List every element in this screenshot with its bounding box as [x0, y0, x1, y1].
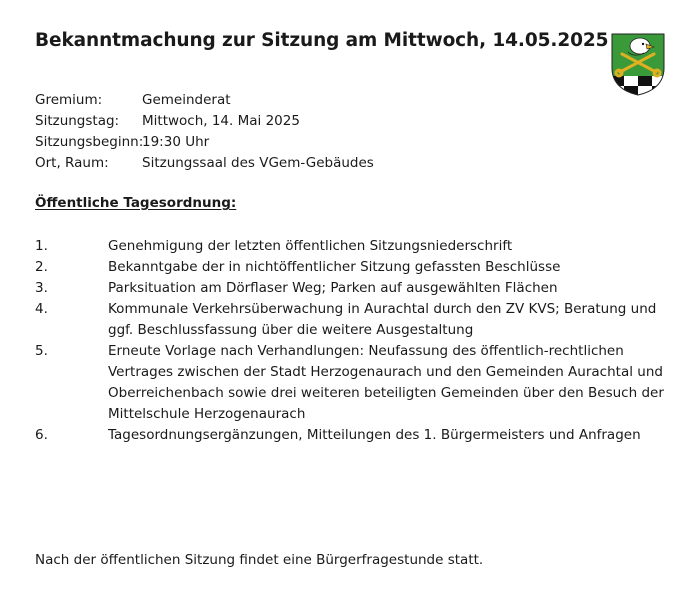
meta-label: Sitzungstag: [35, 113, 120, 129]
agenda-number: 3. [35, 280, 48, 296]
meta-value: Gemeinderat [142, 92, 231, 108]
meta-row-sitzungstag [35, 111, 374, 132]
agenda-number: 2. [35, 259, 48, 275]
meta-row-gremium [35, 90, 374, 111]
agenda-number: 5. [35, 343, 48, 359]
meta-value: 19:30 Uhr [142, 134, 210, 150]
agenda-list [35, 236, 675, 446]
agenda-text: Kommunale Verkehrsüberwachung in Aurachtal durch den ZV KVS; Beratung und ggf. Beschlussfassung über die weitere Ausgestaltung [108, 301, 657, 338]
agenda-text: Genehmigung der letzten öffentlichen Sitzungsniederschrift [108, 238, 513, 254]
agenda-text: Parksituation am Dörflaser Weg; Parken auf ausgewählten Flächen [108, 280, 558, 296]
meta-label: Sitzungsbeginn: [35, 134, 144, 150]
agenda-text: Tagesordnungsergänzungen, Mitteilungen des 1. Bürgermeisters und Anfragen [108, 427, 641, 443]
agenda-item [35, 257, 675, 278]
agenda-item [35, 299, 675, 341]
agenda-number: 1. [35, 238, 48, 254]
meta-row-sitzungsbeginn [35, 132, 374, 153]
agenda-number: 4. [35, 301, 48, 317]
agenda-item [35, 341, 675, 425]
agenda-text: Erneute Vorlage nach Verhandlungen: Neufassung des öffentlich-rechtlichen Vertrages zwischen der Stadt Herzogenaurach und den Gemeinden Aurachtal und Oberreichenbach sowie drei weiteren beteiligten Gemeinden über den Besuch der Mittelschule Herzogenaurach [108, 343, 664, 422]
meta-value: Sitzungssaal des VGem-Gebäudes [142, 155, 374, 171]
agenda-number: 6. [35, 427, 48, 443]
agenda-item [35, 236, 675, 257]
meeting-details [35, 90, 374, 174]
meta-value: Mittwoch, 14. Mai 2025 [142, 113, 300, 129]
municipal-crest-icon [610, 32, 666, 96]
agenda-heading: Öffentliche Tagesordnung: [35, 195, 237, 211]
page-title: Bekanntmachung zur Sitzung am Mittwoch, 14.05.2025 [35, 30, 609, 51]
meta-label: Gremium: [35, 92, 103, 108]
agenda-item [35, 278, 675, 299]
agenda-text: Bekanntgabe der in nichtöffentlicher Sitzung gefassten Beschlüsse [108, 259, 561, 275]
footer-note: Nach der öffentlichen Sitzung findet eine Bürgerfragestunde statt. [35, 552, 484, 568]
meta-label: Ort, Raum: [35, 155, 109, 171]
meta-row-ort-raum [35, 153, 374, 174]
agenda-item [35, 425, 675, 446]
